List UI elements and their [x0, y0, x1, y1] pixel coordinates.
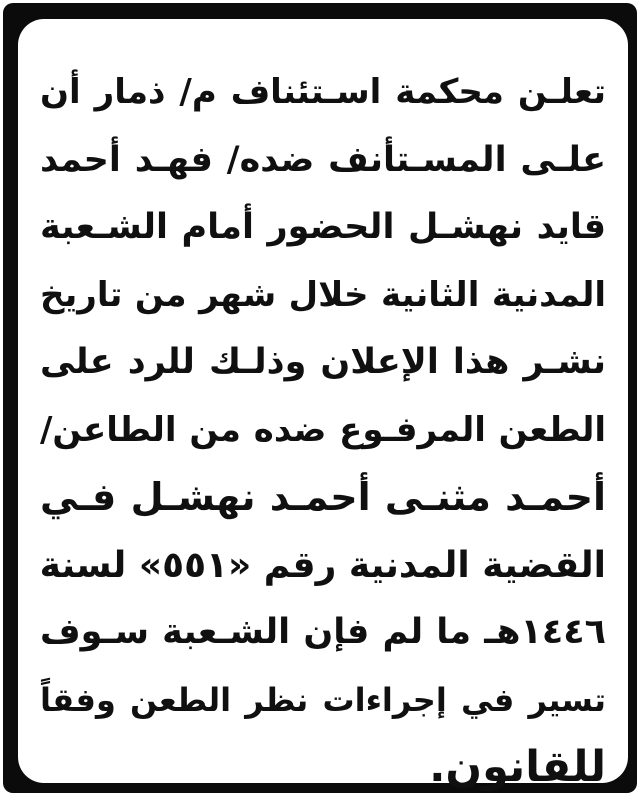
notice-text	[40, 59, 606, 796]
notice-line-4: المدنية الثانية خلال شهر من تاريخ	[40, 274, 606, 315]
notice-border	[3, 3, 637, 793]
notice-line-5: نشـر هذا الإعلان وذلـك للرد على	[40, 342, 606, 382]
notice-line-11: للقانون.	[429, 742, 606, 792]
notice-line-2: علـى المسـتأنف ضده/ فهـد أحمد	[40, 139, 606, 180]
notice-line-6: الطعن المرفـوع ضده من الطاعن/	[40, 409, 606, 450]
notice-line-10: تسير في إجراءات نظر الطعن وفقاً	[40, 680, 606, 719]
court-notice	[18, 19, 628, 792]
notice-line-3: قايد نهشـل الحضور أمام الشـعبة	[40, 207, 606, 247]
notice-line-8: القضية المدنية رقم «٥٥١» لسنة	[40, 544, 606, 586]
notice-line-1: تعلـن محكمة اسـتئناف م/ ذمار أن	[40, 72, 606, 112]
notice-line-7: أحمـد مثنـى أحمـد نهشـل فـي	[40, 475, 606, 519]
notice-line-9: ١٤٤٦هـ ما لم فإن الشـعبة سـوف	[40, 612, 606, 652]
